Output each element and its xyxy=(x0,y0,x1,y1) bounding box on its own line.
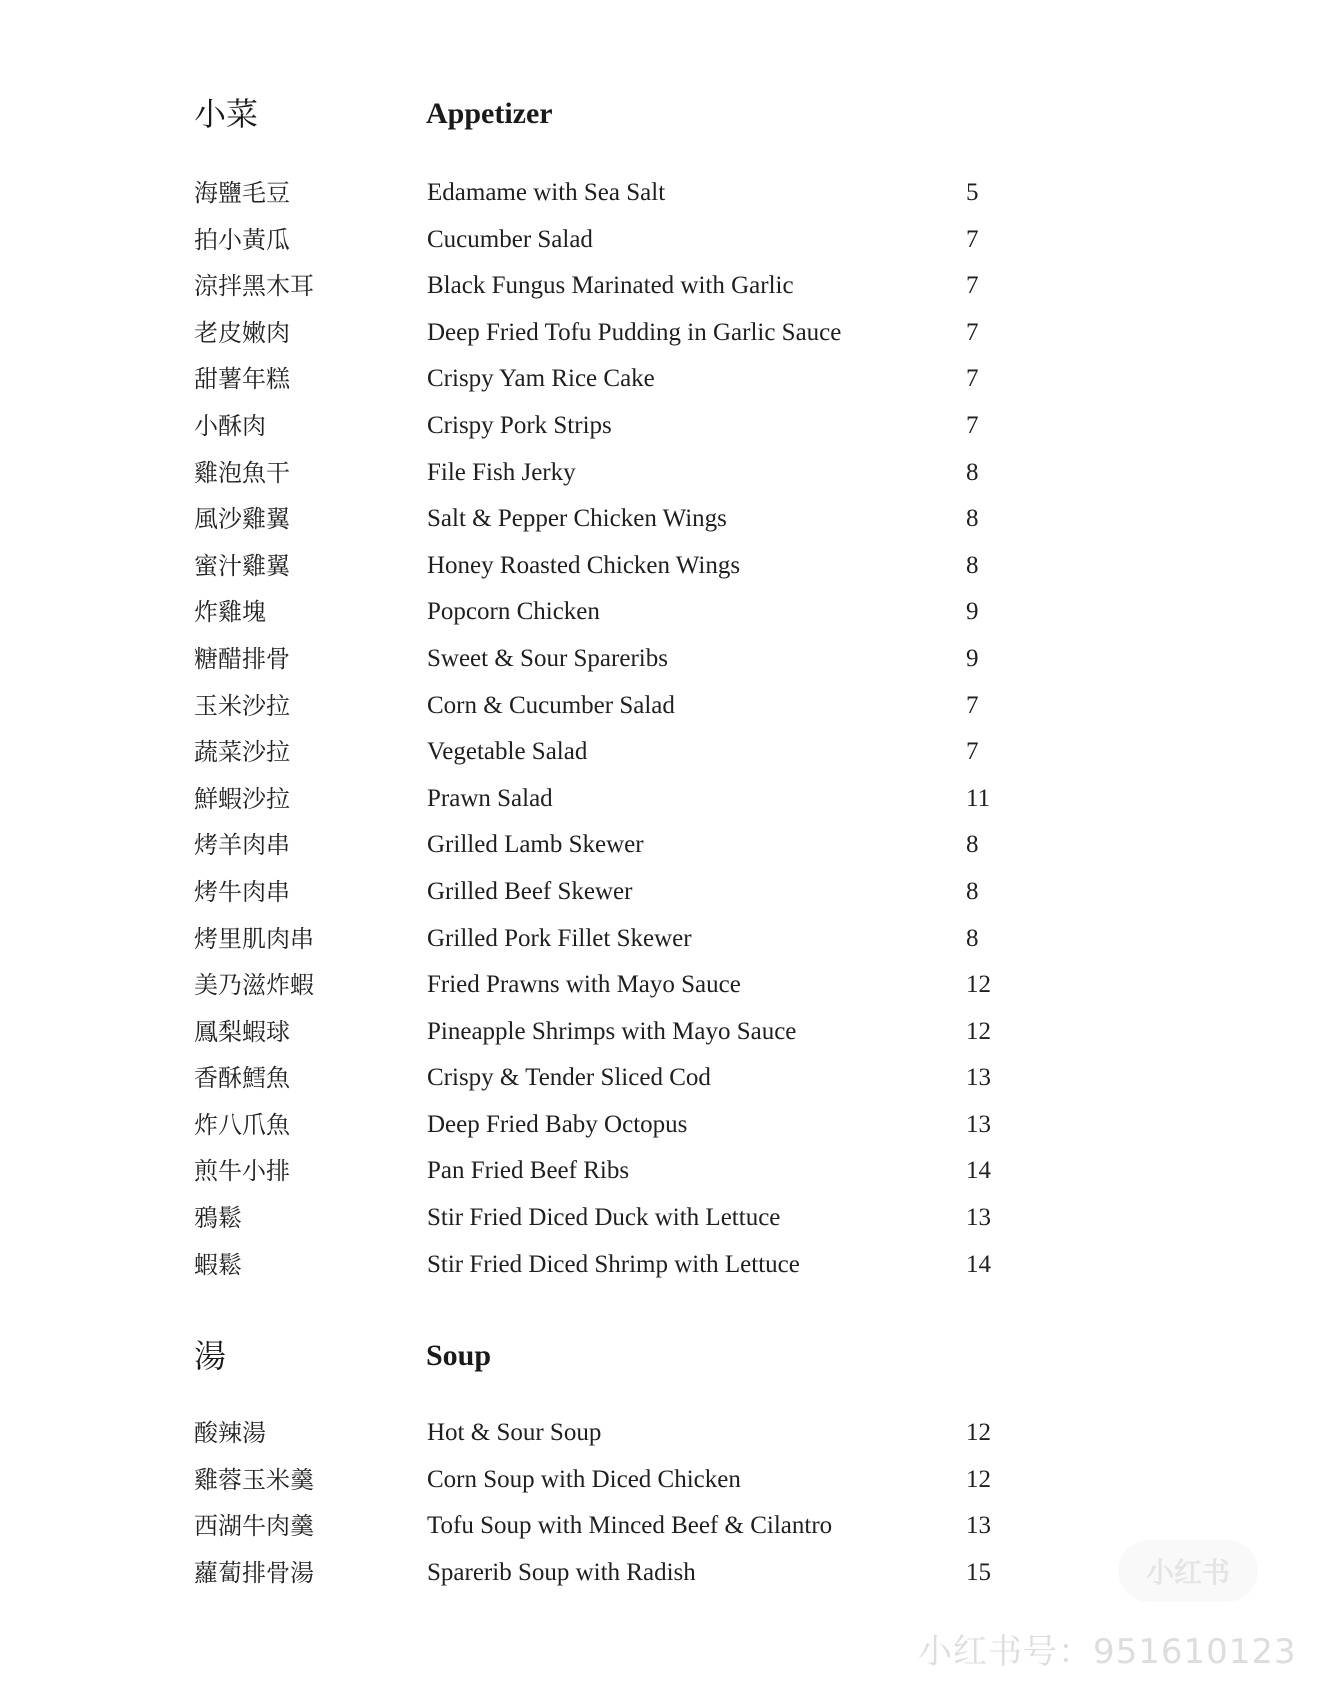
menu-item xyxy=(0,1463,1318,1510)
menu-item xyxy=(0,409,1318,456)
menu-item xyxy=(0,875,1318,922)
menu-item-price: 7 xyxy=(966,225,979,253)
section-title-zh: 湯 xyxy=(194,1337,227,1375)
menu-item-name-zh: 鳳梨蝦球 xyxy=(194,1017,290,1046)
menu-item xyxy=(0,1061,1318,1108)
menu-item-name-zh: 雞泡魚干 xyxy=(194,458,290,487)
menu-item-price: 7 xyxy=(966,272,979,300)
menu-item-name-zh: 煎牛小排 xyxy=(194,1157,290,1186)
menu-item-name-zh: 蝦鬆 xyxy=(194,1250,242,1279)
menu-item xyxy=(0,595,1318,642)
menu-item-name-en: Fried Prawns with Mayo Sauce xyxy=(427,971,741,999)
menu-item-name-en: Stir Fried Diced Shrimp with Lettuce xyxy=(427,1250,800,1278)
menu-item-price: 7 xyxy=(966,411,979,439)
menu-item-price: 8 xyxy=(966,551,979,579)
menu-item-name-zh: 烤羊肉串 xyxy=(194,831,290,860)
menu-item-name-zh: 涼拌黑木耳 xyxy=(194,272,314,301)
menu-item-name-zh: 香酥鱈魚 xyxy=(194,1064,290,1093)
menu-item-name-zh: 炸雞塊 xyxy=(194,598,266,627)
menu-item-name-en: Honey Roasted Chicken Wings xyxy=(427,551,741,579)
menu-item-price: 7 xyxy=(966,691,979,719)
menu-item-price: 12 xyxy=(966,1465,991,1493)
menu-item-price: 8 xyxy=(966,505,979,533)
menu-item-name-zh: 甜薯年糕 xyxy=(194,365,290,394)
menu-item xyxy=(0,502,1318,549)
menu-item xyxy=(0,735,1318,782)
menu-item xyxy=(0,642,1318,689)
menu-item xyxy=(0,1201,1318,1248)
menu-item-name-en: Edamame with Sea Salt xyxy=(427,179,666,206)
menu-item-name-zh: 烤牛肉串 xyxy=(194,877,290,906)
menu-item-name-zh: 鴉鬆 xyxy=(194,1204,242,1233)
menu-item-name-en: Cucumber Salad xyxy=(427,225,593,253)
watermark-badge-text: 小红书 xyxy=(1145,1556,1230,1589)
menu-item xyxy=(0,1015,1318,1062)
menu-item-name-zh: 海鹽毛豆 xyxy=(194,179,290,207)
menu-item-name-zh: 風沙雞翼 xyxy=(194,505,290,534)
menu-item-name-en: Tofu Soup with Minced Beef & Cilantro xyxy=(427,1512,833,1540)
menu-item xyxy=(0,549,1318,596)
section-title-zh: 小菜 xyxy=(194,95,259,133)
menu-item-price: 5 xyxy=(966,179,979,206)
menu-item-name-en: Corn Soup with Diced Chicken xyxy=(427,1465,741,1493)
menu-item-name-en: Deep Fried Baby Octopus xyxy=(427,1110,688,1138)
menu-item-name-en: Pineapple Shrimps with Mayo Sauce xyxy=(427,1017,797,1045)
menu-item xyxy=(0,176,1318,223)
menu-item-name-zh: 炸八爪魚 xyxy=(194,1110,290,1139)
menu-item-name-en: File Fish Jerky xyxy=(427,458,576,486)
menu-item-name-en: Black Fungus Marinated with Garlic xyxy=(427,272,794,300)
menu-item-name-zh: 拍小黃瓜 xyxy=(194,225,290,254)
menu-item-price: 11 xyxy=(966,784,991,812)
menu-item-price: 13 xyxy=(966,1110,991,1138)
menu-item xyxy=(0,689,1318,736)
menu-item xyxy=(0,828,1318,875)
menu-item-name-zh: 蘿蔔排骨湯 xyxy=(194,1558,314,1587)
menu-item xyxy=(0,362,1318,409)
menu-item-name-zh: 蔬菜沙拉 xyxy=(194,738,290,767)
menu-item-name-en: Popcorn Chicken xyxy=(427,598,600,626)
menu-item-price: 7 xyxy=(966,738,979,766)
menu-item-price: 15 xyxy=(966,1558,991,1586)
menu-item-name-en: Crispy Pork Strips xyxy=(427,411,612,439)
menu-item xyxy=(0,1416,1318,1463)
menu-item-price: 14 xyxy=(966,1250,991,1278)
menu-item-name-en: Sweet & Sour Spareribs xyxy=(427,644,668,672)
watermark-id-text: 小红书号：951610123 xyxy=(918,1632,1297,1672)
menu-item-name-zh: 酸辣湯 xyxy=(194,1419,266,1447)
menu-item xyxy=(0,316,1318,363)
menu-item-price: 8 xyxy=(966,458,979,486)
menu-item-name-en: Corn & Cucumber Salad xyxy=(427,691,675,719)
menu-item-name-en: Salt & Pepper Chicken Wings xyxy=(427,505,727,533)
menu-item-name-en: Crispy & Tender Sliced Cod xyxy=(427,1064,711,1092)
menu-item-name-zh: 西湖牛肉羹 xyxy=(194,1512,314,1541)
menu-item-name-en: Crispy Yam Rice Cake xyxy=(427,365,655,393)
menu-item-price: 8 xyxy=(966,831,979,859)
menu-item-price: 9 xyxy=(966,644,979,672)
menu-item-name-zh: 糖醋排骨 xyxy=(194,644,290,673)
menu-item-name-en: Grilled Pork Fillet Skewer xyxy=(427,924,692,952)
menu-item xyxy=(0,269,1318,316)
menu-item xyxy=(0,968,1318,1015)
menu-item-name-en: Stir Fried Diced Duck with Lettuce xyxy=(427,1204,781,1232)
menu-item xyxy=(0,782,1318,829)
menu-item-price: 12 xyxy=(966,1017,991,1045)
menu-item-name-zh: 小酥肉 xyxy=(194,411,266,440)
menu-item xyxy=(0,1108,1318,1155)
menu-item-price: 8 xyxy=(966,877,979,905)
section-header xyxy=(0,1336,1318,1396)
menu-item-name-zh: 烤里肌肉串 xyxy=(194,924,314,953)
section-appetizer xyxy=(0,94,1318,1279)
menu-item xyxy=(0,922,1318,969)
menu-item-name-zh: 美乃滋炸蝦 xyxy=(194,971,314,1000)
menu-item-name-en: Grilled Beef Skewer xyxy=(427,877,633,905)
menu-item-price: 13 xyxy=(966,1204,991,1232)
menu-item-name-en: Grilled Lamb Skewer xyxy=(427,831,644,859)
menu-item-price: 12 xyxy=(966,1419,991,1446)
section-title-en: Soup xyxy=(426,1339,492,1372)
menu-item-name-zh: 鮮蝦沙拉 xyxy=(194,784,290,813)
menu-item xyxy=(0,1509,1318,1556)
menu-item-name-en: Prawn Salad xyxy=(427,784,553,812)
menu-item-name-zh: 蜜汁雞翼 xyxy=(194,551,290,580)
menu-item-name-en: Pan Fried Beef Ribs xyxy=(427,1157,630,1185)
menu-item-name-en: Sparerib Soup with Radish xyxy=(427,1558,696,1586)
menu-item-price: 9 xyxy=(966,598,979,626)
menu-item xyxy=(0,1154,1318,1201)
menu-item-name-en: Hot & Sour Soup xyxy=(427,1419,602,1446)
menu-item xyxy=(0,1248,1318,1295)
menu-item-name-zh: 老皮嫩肉 xyxy=(194,318,290,347)
menu-item-price: 8 xyxy=(966,924,979,952)
menu-item-name-en: Vegetable Salad xyxy=(427,738,588,766)
watermark-badge xyxy=(1118,1540,1258,1602)
menu-item-price: 13 xyxy=(966,1512,991,1540)
appetizer-items xyxy=(0,176,1318,1294)
menu-item-price: 13 xyxy=(966,1064,991,1092)
menu-item-name-en: Deep Fried Tofu Pudding in Garlic Sauce xyxy=(427,318,842,346)
section-title-en: Appetizer xyxy=(426,97,553,130)
menu-item-name-zh: 雞蓉玉米羹 xyxy=(194,1465,314,1494)
menu-item-price: 14 xyxy=(966,1157,991,1185)
section-header xyxy=(0,94,1318,154)
menu-item-price: 7 xyxy=(966,365,979,393)
menu-item xyxy=(0,223,1318,270)
menu-item-name-zh: 玉米沙拉 xyxy=(194,691,290,720)
menu-item-price: 12 xyxy=(966,971,991,999)
menu-item xyxy=(0,456,1318,503)
menu-item-price: 7 xyxy=(966,318,979,346)
